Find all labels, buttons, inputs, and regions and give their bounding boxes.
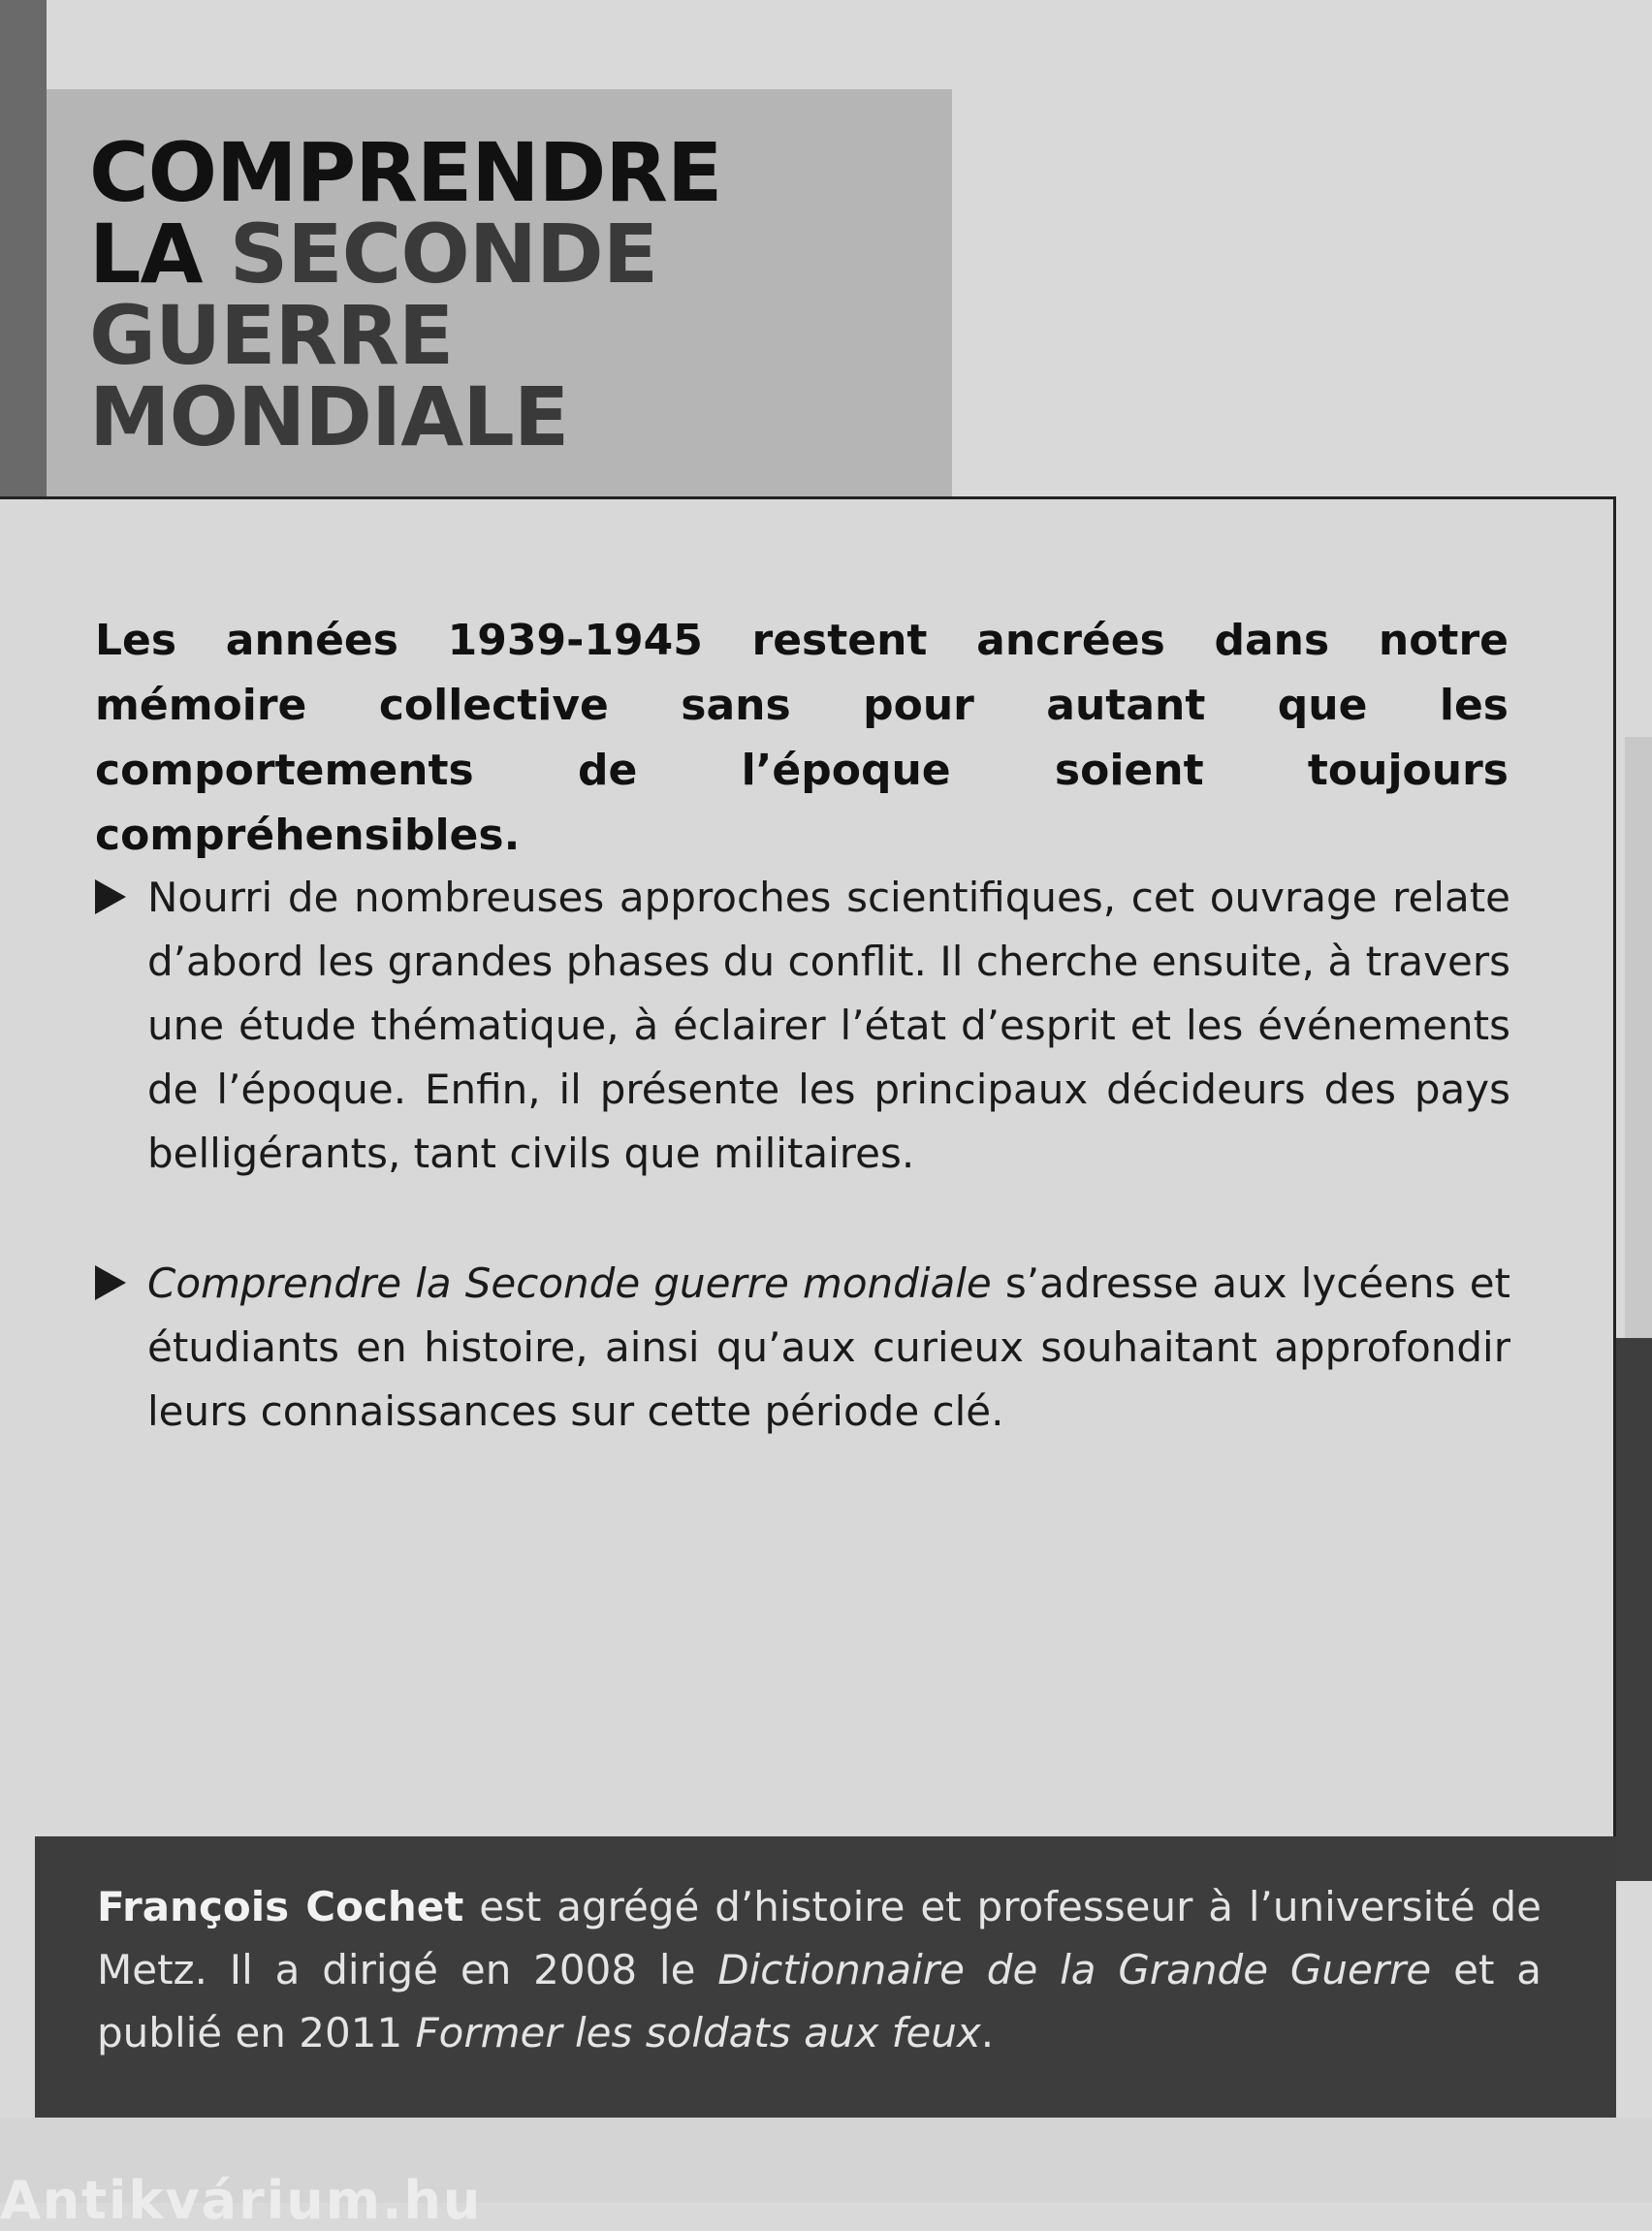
author-book-2: Former les soldats aux feux (415, 2009, 981, 2056)
title-line-2a: LA (89, 207, 203, 302)
title-line-2b: SECONDE (229, 207, 658, 302)
author-end: . (980, 2009, 995, 2056)
title-line-3: GUERRE (89, 288, 454, 383)
bullet-item-1 (95, 866, 1510, 1186)
right-edge-band (1625, 737, 1652, 1338)
bullet-text-2-rest: s’adresse aux lycéens et étudiants en histoire, ainsi qu’aux curieux souhaitant approfondir leurs connaissances sur cette période clé. (147, 1259, 1510, 1435)
author-name: François Cochet (97, 1883, 464, 1930)
bullet-text-1: Nourri de nombreuses approches scientifiques, cet ouvrage relate d’abord les grandes phases du conflit. Il cherche ensuite, à travers une étude thématique, à éclairer l’état d’esprit et les événements de l’époque. Enfin, il présente les principaux décideurs des pays belligérants, tant civils que militaires. (147, 874, 1510, 1177)
lead-paragraph: Les années 1939-1945 restent ancrées dans notre mémoire collective sans pour autant que les comportements de l’époque soient toujours compréhensibles. (95, 616, 1509, 860)
triangle-bullet-icon (95, 1265, 126, 1300)
title-block (47, 89, 952, 496)
bullet-item-2 (95, 1252, 1510, 1444)
watermark: Antikvárium.hu (0, 2170, 483, 2231)
author-book-1: Dictionnaire de la Grande Guerre (717, 1946, 1432, 1993)
triangle-bullet-icon (95, 879, 126, 914)
book-title-italic: Comprendre la Seconde guerre mondiale (147, 1259, 992, 1307)
book-title (89, 125, 722, 464)
author-text-1: est agrégé d’histoire et professeur à l’université de Metz. Il a dirigé en 2008 le (97, 1883, 1542, 1993)
title-line-1: COMPRENDRE (89, 125, 722, 220)
author-bio (97, 1875, 1541, 2064)
bullet-text-2 (147, 1252, 1510, 1444)
title-line-4: MONDIALE (89, 369, 569, 464)
author-panel (35, 1836, 1616, 2118)
author-text-2: et a publié en 2011 (97, 1946, 1541, 2056)
description-panel (0, 496, 1616, 1838)
left-color-strip (0, 0, 47, 504)
right-dark-band (1615, 1338, 1652, 1881)
